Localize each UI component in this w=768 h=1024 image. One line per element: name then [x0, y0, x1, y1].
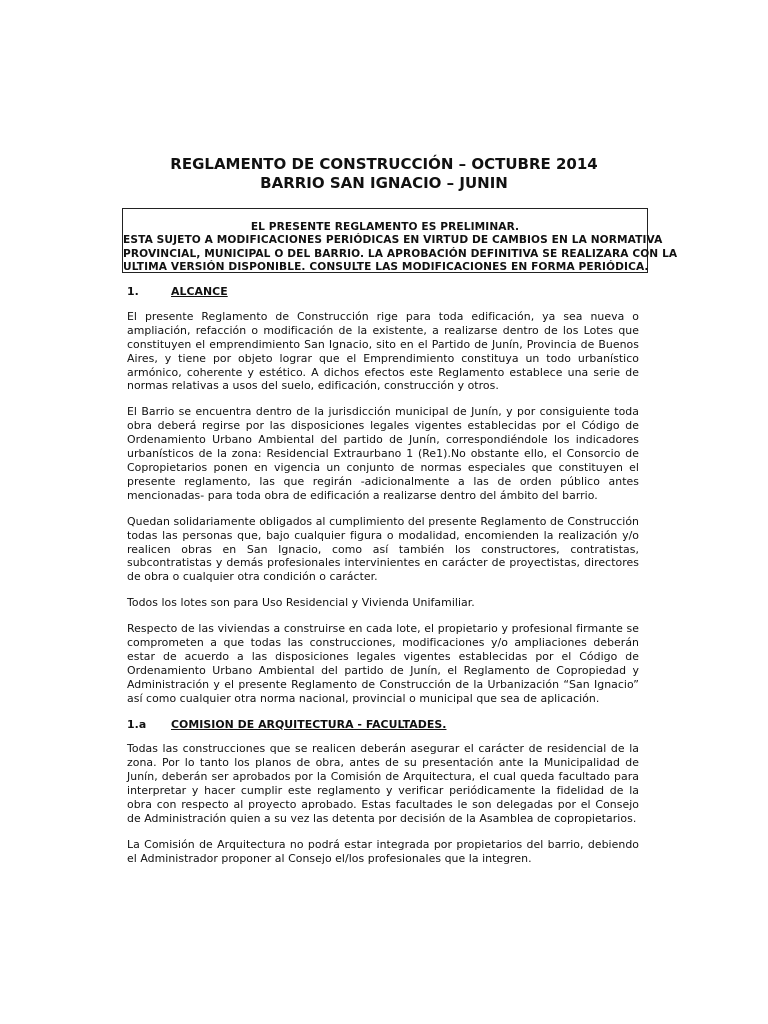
section-heading-comision — [127, 718, 639, 732]
paragraph: Respecto de las viviendas a construirse en cada lote, el propietario y profesional firmante se comprometen a que todas las construcciones, modificaciones y/o ampliaciones deberán estar de acuerdo a las disposiciones legales vigentes establecidas por el Código de Ordenamiento Urbano Ambiental del partido de Junín, el Reglamento de Copropiedad y Administración y el presente Reglamento de Construcción de la Urbanización “San Ignacio” así como cualquier otra norma nacional, provincial o municipal que sea de aplicación. — [127, 622, 639, 705]
notice-line: ULTIMA VERSIÓN DISPONIBLE. CONSULTE LAS MODIFICACIONES EN FORMA PERIÓDICA. — [123, 261, 649, 274]
title-line-1: REGLAMENTO DE CONSTRUCCIÓN – OCTUBRE 2014 — [170, 155, 598, 173]
paragraph: Quedan solidariamente obligados al cumplimiento del presente Reglamento de Construcción todas las personas que, bajo cualquier figura o modalidad, encomienden la realización y/o realicen obras en San Ignacio, como así también los constructores, contratistas, subcontratistas y demás profesionales intervinientes en carácter de proyectistas, directores de obra o cualquier otra condición o carácter. — [127, 514, 639, 584]
preliminary-notice-box — [122, 208, 678, 274]
document-title — [0, 155, 768, 193]
paragraph: La Comisión de Arquitectura no podrá estar integrada por propietarios del barrio, debiendo el Administrador proponer al Consejo el/los profesionales que la integren. — [127, 837, 639, 865]
section-number: 1. — [127, 285, 139, 298]
paragraph: El Barrio se encuentra dentro de la jurisdicción municipal de Junín, y por consiguiente toda obra deberá regirse por las disposiciones legales vigentes establecidas por el Código de Ordenamiento Urbano Ambiental del partido de Junín, correspondiéndole los indicadores urbanísticos de la zona: Residencial Extraurbano 1 (Re1).No obstante ello, el Consorcio de Copropietarios ponen en vigencia un conjunto de normas especiales que constituyen el presente reglamento, las que regirán -adicionalmente a las de orden público antes mencionadas- para toda obra de edificación a realizarse dentro del ámbito del barrio. — [127, 405, 639, 502]
document-body — [127, 285, 639, 878]
paragraph: Todas las construcciones que se realicen deberán asegurar el carácter de residencial de la zona. Por lo tanto los planos de obra, antes de su presentación ante la Municipalidad de Junín, deberán ser aprobados por la Comisión de Arquitectura, el cual queda facultado para interpretar y hacer cumplir este reglamento y verificar periódicamente la fidelidad de la obra con respecto al proyecto aprobado. Estas facultades le son delegadas por el Consejo de Administración quien a su vez las detenta por decisión de la Asamblea de copropietarios. — [127, 742, 639, 825]
section-title: ALCANCE — [171, 285, 228, 298]
paragraph: El presente Reglamento de Construcción rige para toda edificación, ya sea nueva o ampliación, refacción o modificación de la existente, a realizarse dentro de los Lotes que constituyen el emprendimiento San Ignacio, sito en el Partido de Junín, Provincia de Buenos Aires, y tiene por objeto lograr que el Emprendimiento constituya un todo urbanístico armónico, coherente y estético. A dichos efectos este Reglamento establece una serie de normas relativas a usos del suelo, edificación, construcción y otros. — [127, 309, 639, 393]
section-title: COMISION DE ARQUITECTURA - FACULTADES. — [171, 717, 447, 731]
section-number: 1.a — [127, 717, 147, 731]
notice-line: PROVINCIAL, MUNICIPAL O DEL BARRIO. LA APROBACIÓN DEFINITIVA SE REALIZARA CON LA — [123, 247, 678, 260]
title-line-2: BARRIO SAN IGNACIO – JUNIN — [260, 174, 508, 192]
paragraph: Todos los lotes son para Uso Residencial y Vivienda Unifamiliar. — [127, 596, 475, 610]
notice-line: ESTA SUJETO A MODIFICACIONES PERIÓDICAS EN VIRTUD DE CAMBIOS EN LA NORMATIVA — [123, 234, 663, 247]
notice-line: EL PRESENTE REGLAMENTO ES PRELIMINAR. — [250, 221, 520, 233]
section-heading-alcance — [127, 285, 639, 299]
